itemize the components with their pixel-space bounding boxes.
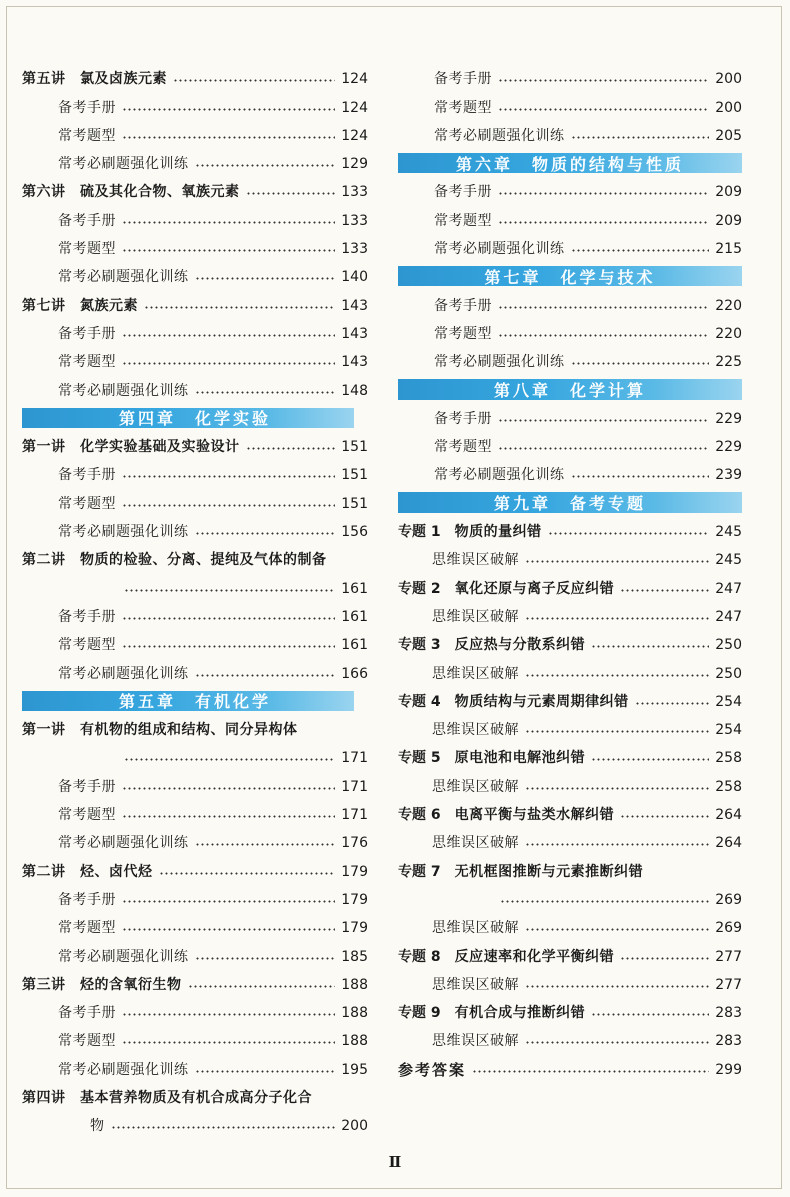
page-number: 133 [341, 241, 368, 258]
entry-title: 物质结构与元素周期律纠错 [454, 693, 629, 710]
entry-continuation[interactable] [22, 573, 368, 601]
topic-entry[interactable] [398, 517, 742, 545]
entry-title: 备考手册 [434, 71, 492, 88]
page-number: 179 [341, 920, 368, 937]
entry-title: 常考题型 [434, 439, 492, 456]
section-entry[interactable] [398, 121, 742, 149]
entry-title: 第二讲 烃、卤代烃 [22, 863, 153, 880]
page-number: 151 [341, 495, 368, 512]
entry-title: 常考必刷题强化训练 [58, 269, 189, 286]
section-entry[interactable] [398, 913, 742, 941]
leader-dots [122, 221, 335, 224]
page-number: 220 [715, 325, 742, 342]
leader-dots [195, 164, 336, 167]
entry-continuation[interactable] [22, 743, 368, 771]
leader-dots [195, 674, 336, 677]
leader-dots [246, 192, 336, 195]
page-number: 161 [341, 637, 368, 654]
section-entry[interactable] [22, 517, 368, 545]
page-number: 277 [715, 976, 742, 993]
page-number: 258 [715, 750, 742, 767]
page-number: 143 [341, 297, 368, 314]
leader-dots [144, 306, 335, 309]
topic-entry[interactable] [398, 573, 742, 601]
leader-dots [122, 249, 335, 252]
leader-dots [195, 843, 336, 846]
topic-number: 专题 2 [398, 580, 441, 597]
topic-entry[interactable] [398, 998, 742, 1026]
section-entry[interactable] [22, 1026, 368, 1054]
leader-dots [548, 532, 710, 535]
leader-dots [122, 1041, 335, 1044]
section-entry[interactable] [22, 488, 368, 516]
page-number: 269 [715, 891, 742, 908]
entry-title: 有机合成与推断纠错 [454, 1005, 586, 1022]
page-number: 299 [715, 1061, 742, 1078]
page-number: 133 [341, 212, 368, 229]
chapter-title: 第七章 化学与技术 [484, 267, 656, 287]
section-entry[interactable] [22, 828, 368, 856]
entry-title: 第五讲 氯及卤族元素 [22, 71, 167, 88]
entry-title: 无机框图推断与元素推断纠错 [454, 863, 644, 880]
entry-title: 常考必刷题强化训练 [58, 524, 189, 541]
leader-dots [525, 985, 709, 988]
entry-continuation[interactable] [398, 885, 742, 913]
page-number: 188 [341, 976, 368, 993]
leader-dots [122, 617, 335, 620]
leader-dots [498, 447, 709, 450]
leader-dots [122, 108, 335, 111]
page-number: 254 [715, 693, 742, 710]
leader-dots [498, 306, 709, 309]
page-number: 143 [341, 354, 368, 371]
section-entry[interactable] [22, 319, 368, 347]
page-number: 283 [715, 1005, 742, 1022]
leader-dots [620, 589, 709, 592]
section-entry[interactable] [398, 658, 742, 686]
leader-dots [122, 645, 335, 648]
page-number: 250 [715, 665, 742, 682]
page-number: 195 [341, 1061, 368, 1078]
section-entry[interactable] [22, 460, 368, 488]
section-entry[interactable] [22, 630, 368, 658]
leader-dots [525, 1041, 709, 1044]
section-entry[interactable] [22, 375, 368, 403]
page-number: 254 [715, 722, 742, 739]
page-number: 185 [341, 948, 368, 965]
leader-dots [124, 758, 335, 761]
entry-title: 思维误区破解 [432, 665, 519, 682]
entry-title: 备考手册 [58, 608, 116, 625]
toc-right-column [398, 64, 742, 1083]
section-entry[interactable] [398, 347, 742, 375]
leader-dots [195, 1070, 336, 1073]
entry-title: 常考题型 [58, 637, 116, 654]
entry-title: 常考题型 [58, 920, 116, 937]
entry-title: 常考题型 [434, 99, 492, 116]
page-number: 151 [341, 439, 368, 456]
page-number: 148 [341, 382, 368, 399]
entry-title: 第二讲 物质的检验、分离、提纯及气体的制备 [22, 552, 327, 569]
section-entry[interactable] [22, 913, 368, 941]
entry-title: 第三讲 烃的含氧衍生物 [22, 976, 182, 993]
page-number: 143 [341, 325, 368, 342]
entry-title: 常考必刷题强化训练 [434, 354, 565, 371]
page-number: 124 [341, 99, 368, 116]
entry-title: 思维误区破解 [432, 552, 519, 569]
leader-dots [122, 475, 335, 478]
topic-entry[interactable] [398, 800, 742, 828]
page-number: 225 [715, 354, 742, 371]
topic-number: 专题 4 [398, 693, 441, 710]
page-number: 247 [715, 608, 742, 625]
entry-title: 常考必刷题强化训练 [434, 241, 565, 258]
entry-title: 常考题型 [58, 1033, 116, 1050]
chapter-title: 第四章 化学实验 [118, 409, 271, 429]
leader-dots [525, 928, 709, 931]
chapter-title: 第九章 备考专题 [493, 494, 646, 514]
section-entry[interactable] [398, 205, 742, 233]
leader-dots [571, 362, 710, 365]
topic-number: 专题 6 [398, 807, 441, 824]
section-entry[interactable] [398, 602, 742, 630]
section-entry[interactable] [22, 205, 368, 233]
page-number: 140 [341, 269, 368, 286]
entry-title: 反应速率和化学平衡纠错 [454, 948, 615, 965]
section-entry[interactable] [22, 941, 368, 969]
leader-dots [525, 787, 709, 790]
entry-title: 备考手册 [58, 99, 116, 116]
entry-title: 备考手册 [434, 410, 492, 427]
leader-dots [498, 419, 709, 422]
entry-title: 备考手册 [434, 297, 492, 314]
page-number: 245 [715, 552, 742, 569]
lecture-entry[interactable] [22, 290, 368, 318]
entry-title: 常考必刷题强化训练 [434, 467, 565, 484]
leader-dots [620, 815, 709, 818]
entry-title: 原电池和电解池纠错 [454, 750, 586, 767]
leader-dots [124, 589, 335, 592]
page-number: 124 [341, 71, 368, 88]
page-number: 269 [715, 920, 742, 937]
section-entry[interactable] [398, 432, 742, 460]
leader-dots [525, 560, 709, 563]
topic-entry[interactable] [398, 687, 742, 715]
entry-title: 思维误区破解 [432, 722, 519, 739]
entry-title: 常考必刷题强化训练 [58, 156, 189, 173]
section-entry[interactable] [398, 771, 742, 799]
leader-dots [525, 730, 709, 733]
leader-dots [472, 1070, 709, 1073]
lecture-entry[interactable] [22, 856, 368, 884]
leader-dots [591, 645, 709, 648]
page-number: 133 [341, 184, 368, 201]
section-entry[interactable] [398, 177, 742, 205]
page-number: 188 [341, 1033, 368, 1050]
entry-title: 第一讲 化学实验基础及实验设计 [22, 439, 240, 456]
entry-title: 思维误区破解 [432, 835, 519, 852]
page-number: 151 [341, 467, 368, 484]
chapter-banner [398, 375, 742, 403]
entry-title: 常考题型 [58, 127, 116, 144]
section-entry[interactable] [398, 1026, 742, 1054]
leader-dots [195, 277, 336, 280]
leader-dots [525, 674, 709, 677]
leader-dots [122, 504, 335, 507]
section-entry[interactable] [22, 149, 368, 177]
entry-title: 常考必刷题强化训练 [58, 665, 189, 682]
entry-title: 备考手册 [58, 778, 116, 795]
leader-dots [525, 843, 709, 846]
leader-dots [122, 334, 335, 337]
page-number: 166 [341, 665, 368, 682]
entry-title: 常考题型 [58, 807, 116, 824]
entry-title: 思维误区破解 [432, 976, 519, 993]
topic-number: 专题 5 [398, 750, 441, 767]
chapter-banner [398, 149, 742, 177]
section-entry[interactable] [22, 602, 368, 630]
page-number: 200 [715, 99, 742, 116]
leader-dots [498, 192, 709, 195]
leader-dots [173, 79, 335, 82]
page-number: 200 [341, 1118, 368, 1135]
entry-title: 备考手册 [58, 467, 116, 484]
section-entry[interactable] [22, 92, 368, 120]
topic-number: 专题 9 [398, 1005, 441, 1022]
section-entry[interactable] [22, 658, 368, 686]
entry-title: 备考手册 [58, 1005, 116, 1022]
leader-dots [122, 787, 335, 790]
lecture-entry[interactable] [22, 1083, 368, 1111]
section-entry[interactable] [22, 262, 368, 290]
topic-entry[interactable] [398, 743, 742, 771]
page-number: 239 [715, 467, 742, 484]
topic-entry[interactable] [398, 630, 742, 658]
leader-dots [195, 532, 336, 535]
section-entry[interactable] [398, 404, 742, 432]
page-number: 171 [341, 750, 368, 767]
entry-title: 常考必刷题强化训练 [58, 382, 189, 399]
topic-number: 专题 8 [398, 948, 441, 965]
page-number: 264 [715, 807, 742, 824]
leader-dots [498, 221, 709, 224]
leader-dots [591, 758, 709, 761]
chapter-banner [22, 404, 368, 432]
section-entry[interactable] [22, 800, 368, 828]
section-entry[interactable] [398, 460, 742, 488]
page-number: 247 [715, 580, 742, 597]
toc-left-column [22, 64, 368, 1139]
chapter-title: 第六章 物质的结构与性质 [455, 154, 684, 174]
topic-entry[interactable] [398, 856, 742, 884]
entry-title: 思维误区破解 [432, 778, 519, 795]
chapter-banner [22, 687, 368, 715]
leader-dots [498, 334, 709, 337]
leader-dots [122, 362, 335, 365]
section-entry[interactable] [22, 998, 368, 1026]
page-number: 161 [341, 608, 368, 625]
entry-title: 物 [90, 1118, 105, 1135]
page-number: 176 [341, 835, 368, 852]
section-entry[interactable] [398, 319, 742, 347]
topic-entry[interactable] [398, 941, 742, 969]
section-entry[interactable] [22, 121, 368, 149]
leader-dots [525, 617, 709, 620]
page-number: 245 [715, 524, 742, 541]
entry-title: 常考题型 [58, 241, 116, 258]
lecture-entry[interactable] [22, 64, 368, 92]
entry-title: 常考必刷题强化训练 [58, 1061, 189, 1078]
entry-title: 常考题型 [58, 354, 116, 371]
leader-dots [620, 957, 709, 960]
answers-entry[interactable] [398, 1054, 742, 1082]
leader-dots [571, 475, 710, 478]
page-number: 229 [715, 439, 742, 456]
page-number: 258 [715, 778, 742, 795]
lecture-entry[interactable] [22, 715, 368, 743]
page-number: 264 [715, 835, 742, 852]
entry-title: 第七讲 氮族元素 [22, 297, 138, 314]
lecture-entry[interactable] [22, 970, 368, 998]
entry-title: 常考题型 [434, 325, 492, 342]
page-number: 205 [715, 127, 742, 144]
topic-number: 专题 1 [398, 524, 441, 541]
entry-title: 物质的量纠错 [454, 524, 542, 541]
entry-title: 第一讲 有机物的组成和结构、同分异构体 [22, 722, 298, 739]
chapter-banner [398, 262, 742, 290]
leader-dots [111, 1126, 336, 1129]
page-number: 129 [341, 156, 368, 173]
section-entry[interactable] [22, 1054, 368, 1082]
section-entry[interactable] [398, 970, 742, 998]
leader-dots [195, 391, 336, 394]
page-number: Ⅱ [388, 1153, 402, 1171]
entry-title: 备考手册 [434, 184, 492, 201]
lecture-entry[interactable] [22, 545, 368, 573]
leader-dots [591, 1013, 709, 1016]
entry-title: 第六讲 硫及其化合物、氧族元素 [22, 184, 240, 201]
lecture-entry[interactable] [22, 432, 368, 460]
section-entry[interactable] [398, 828, 742, 856]
leader-dots [635, 702, 710, 705]
page-number: 277 [715, 948, 742, 965]
entry-title: 常考必刷题强化训练 [434, 127, 565, 144]
entry-title: 备考手册 [58, 325, 116, 342]
entry-title: 常考必刷题强化训练 [58, 948, 189, 965]
section-entry[interactable] [22, 771, 368, 799]
page-number: 229 [715, 410, 742, 427]
page-number: 161 [341, 580, 368, 597]
entry-title: 常考题型 [434, 212, 492, 229]
section-entry[interactable] [22, 234, 368, 262]
entry-title: 备考手册 [58, 891, 116, 908]
leader-dots [500, 900, 709, 903]
section-entry[interactable] [398, 545, 742, 573]
leader-dots [498, 79, 709, 82]
page-number: 179 [341, 863, 368, 880]
section-entry[interactable] [22, 885, 368, 913]
page-number: 283 [715, 1033, 742, 1050]
entry-title: 电离平衡与盐类水解纠错 [454, 807, 615, 824]
chapter-banner [398, 488, 742, 516]
chapter-title: 第八章 化学计算 [493, 380, 646, 400]
entry-title: 备考手册 [58, 212, 116, 229]
entry-title: 常考必刷题强化训练 [58, 835, 189, 852]
topic-number: 专题 3 [398, 637, 441, 654]
entry-title: 思维误区破解 [432, 920, 519, 937]
entry-title: 第四讲 基本营养物质及有机合成高分子化合 [22, 1089, 312, 1106]
lecture-entry[interactable] [22, 177, 368, 205]
entry-title: 反应热与分散系纠错 [454, 637, 586, 654]
leader-dots [122, 900, 335, 903]
leader-dots [571, 136, 710, 139]
chapter-title: 第五章 有机化学 [118, 692, 271, 712]
entry-title: 常考题型 [58, 495, 116, 512]
leader-dots [159, 872, 336, 875]
page-number: 156 [341, 524, 368, 541]
entry-title: 思维误区破解 [432, 1033, 519, 1050]
leader-dots [246, 447, 336, 450]
entry-title: 参考答案 [398, 1060, 467, 1079]
page-number: 124 [341, 127, 368, 144]
entry-continuation[interactable] [22, 1111, 368, 1139]
section-entry[interactable] [398, 234, 742, 262]
page-number: 171 [341, 807, 368, 824]
page-number: 215 [715, 241, 742, 258]
page-number: 209 [715, 212, 742, 229]
leader-dots [188, 985, 336, 988]
section-entry[interactable] [398, 715, 742, 743]
page-number: 171 [341, 778, 368, 795]
leader-dots [122, 928, 335, 931]
entry-title: 氧化还原与离子反应纠错 [454, 580, 615, 597]
topic-number: 专题 7 [398, 863, 441, 880]
leader-dots [498, 108, 709, 111]
page-number: 220 [715, 297, 742, 314]
page-number: 250 [715, 637, 742, 654]
section-entry[interactable] [22, 347, 368, 375]
section-entry[interactable] [398, 290, 742, 318]
page-number: 179 [341, 891, 368, 908]
section-entry[interactable] [398, 92, 742, 120]
leader-dots [195, 957, 336, 960]
leader-dots [122, 1013, 335, 1016]
leader-dots [571, 249, 710, 252]
leader-dots [122, 815, 335, 818]
page-number: 200 [715, 71, 742, 88]
entry-title: 思维误区破解 [432, 608, 519, 625]
page-number: 209 [715, 184, 742, 201]
leader-dots [122, 136, 335, 139]
page-number: 188 [341, 1005, 368, 1022]
section-entry[interactable] [398, 64, 742, 92]
